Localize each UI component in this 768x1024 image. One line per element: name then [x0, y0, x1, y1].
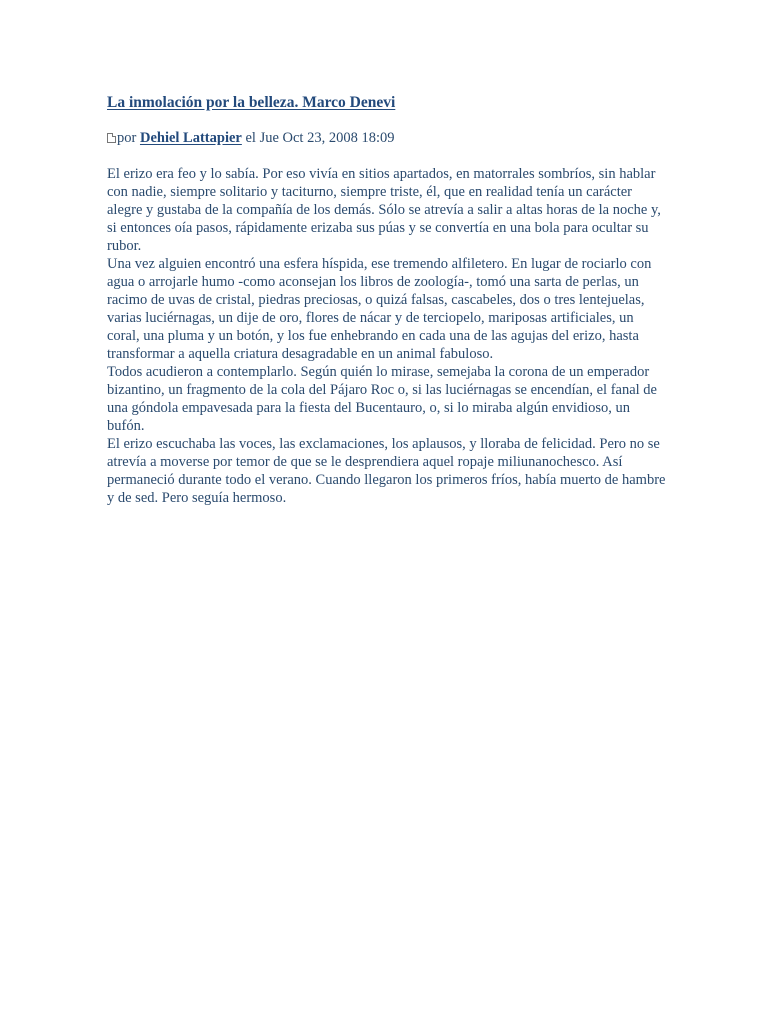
paragraph-4: El erizo escuchaba las voces, las exclamaciones, los aplausos, y lloraba de felicidad. Pero no se atrevía a moverse por temor de que se le desprendiera aquel ropaje miliunanochesco. Así permaneció durante todo el verano. Cuando llegaron los primeros fríos, había muerto de hambre y de sed. Pero seguía hermoso.	[107, 436, 666, 506]
post-icon	[107, 133, 116, 143]
author-link[interactable]: Dehiel Lattapier	[139, 130, 242, 146]
post-container	[107, 92, 667, 507]
paragraph-1: El erizo era feo y lo sabía. Por eso vivía en sitios apartados, en matorrales sombríos, sin hablar con nadie, siempre solitario y taciturno, siempre triste, él, que en realidad tenía un carácter alegre y gustaba de la compañía de los demás. Sólo se atrevía a salir a altas horas de la noche y, si entonces oía pasos, rápidamente erizaba sus púas y se convertía en una bola para ocultar su rubor.	[107, 166, 661, 254]
meta-prefix: por	[117, 130, 137, 146]
post-meta	[107, 128, 667, 148]
post-title-link[interactable]: La inmolación por la belleza. Marco Denevi	[107, 94, 396, 111]
post-date: el Jue Oct 23, 2008 18:09	[245, 130, 395, 146]
paragraph-2: Una vez alguien encontró una esfera híspida, ese tremendo alfiletero. En lugar de rociarlo con agua o arrojarle humo -como aconsejan los libros de zoología-, tomó una sarta de perlas, un racimo de uvas de cristal, piedras preciosas, o quizá falsas, cascabeles, dos o tres lentejuelas, varias luciérnagas, un dije de oro, flores de nácar y de terciopelo, mariposas artificiales, un coral, una pluma y un botón, y los fue enhebrando en cada una de las agujas del erizo, hasta transformar a aquella criatura desagradable en un animal fabuloso.	[107, 256, 652, 362]
post-body	[107, 165, 667, 507]
paragraph-3: Todos acudieron a contemplarlo. Según quién lo mirase, semejaba la corona de un emperador bizantino, un fragmento de la cola del Pájaro Roc o, si las luciérnagas se encendían, el fanal de una góndola empavesada para la fiesta del Bucentauro, o, si lo miraba algún envidioso, un bufón.	[107, 364, 657, 434]
